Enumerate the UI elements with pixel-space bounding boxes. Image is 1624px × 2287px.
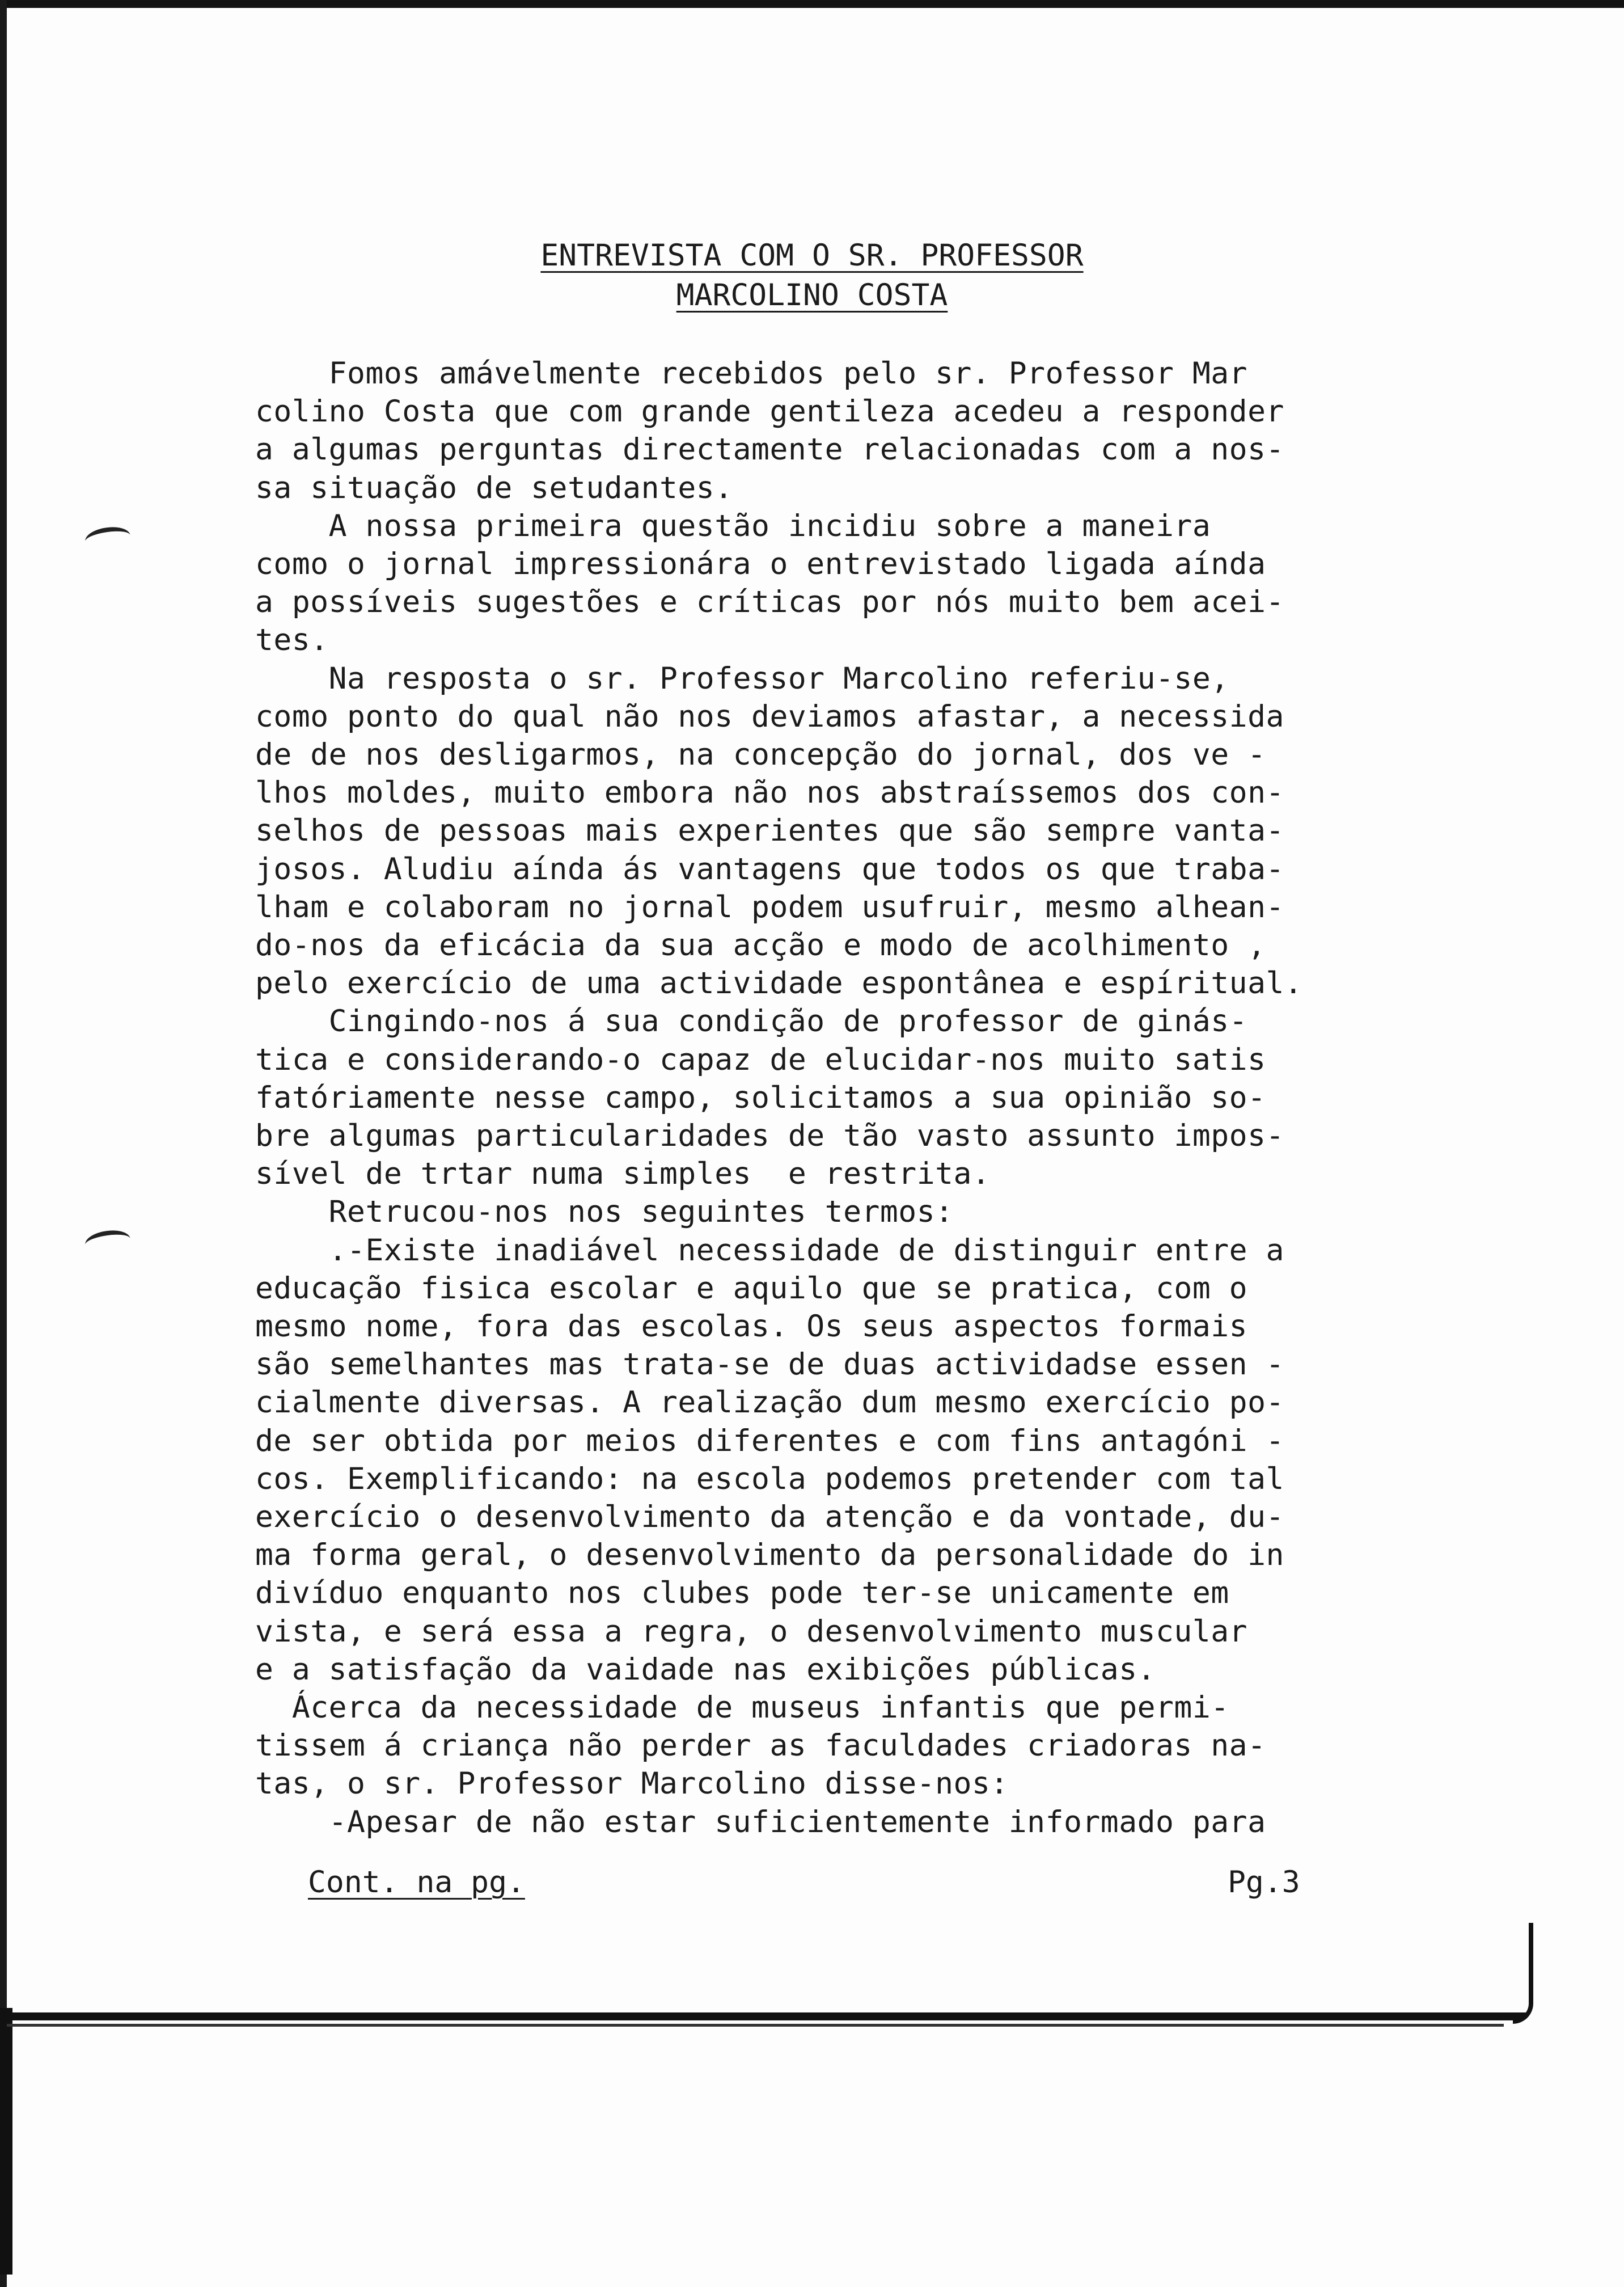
text-line: tes. [255, 623, 329, 658]
continuation-note: Cont. na pg. [308, 1865, 525, 1900]
text-line: -Apesar de não estar suficientemente informado para [255, 1804, 1266, 1839]
text-line: do-nos da eficácia da sua acção e modo de acolhimento , [255, 928, 1266, 963]
text-line: e a satisfação da vaidade nas exibições públicas. [255, 1652, 1156, 1687]
page-number: Pg.3 [1228, 1865, 1300, 1900]
document-title-line-2: MARCOLINO COSTA [676, 278, 948, 313]
text-line: são semelhantes mas trata-se de duas actividadse essen - [255, 1347, 1284, 1382]
bottom-rule [7, 2012, 1529, 2020]
text-line: tissem á criança não perder as faculdades criadoras na- [255, 1728, 1266, 1763]
text-line: como ponto do qual não nos deviamos afastar, a necessida [255, 699, 1284, 734]
text-line: bre algumas particularidades de tão vasto assunto impos- [255, 1119, 1284, 1153]
text-line: Na resposta o sr. Professor Marcolino referiu-se, [255, 661, 1229, 696]
scan-left-edge [0, 0, 7, 2287]
text-line: tas, o sr. Professor Marcolino disse-nos: [255, 1766, 1009, 1801]
text-line: vista, e será essa a regra, o desenvolvimento muscular [255, 1614, 1248, 1649]
text-line: josos. Aludiu aínda ás vantagens que todos os que traba- [255, 851, 1284, 887]
text-line: .-Existe inadiável necessidade de distinguir entre a [255, 1233, 1284, 1268]
document-title-line-1: ENTREVISTA COM O SR. PROFESSOR [540, 238, 1084, 273]
scan-left-edge-lower [0, 2008, 12, 2275]
text-line: Ácerca da necessidade de museus infantis que permi- [255, 1690, 1229, 1725]
text-line: tica e considerando-o capaz de elucidar-nos muito satis [255, 1042, 1266, 1077]
scan-top-edge [0, 0, 1624, 8]
text-line: sível de trtar numa simples e restrita. [255, 1157, 991, 1192]
text-line: como o jornal impressionára o entrevistado ligada aínda [255, 547, 1266, 581]
text-line: educação fisica escolar e aquilo que se pratica, com o [255, 1271, 1248, 1306]
binding-hole-mark [84, 525, 132, 552]
text-line: exercício o desenvolvimento da atenção e da vontade, du- [255, 1500, 1284, 1534]
text-line: fatóriamente nesse campo, solicitamos a sua opinião so- [255, 1080, 1266, 1115]
text-line: A nossa primeira questão incidiu sobre a maneira [255, 508, 1211, 543]
text-line: cos. Exemplificando: na escola podemos pretender com tal [255, 1461, 1284, 1496]
bottom-rule-thin [7, 2024, 1504, 2027]
text-line: a possíveis sugestões e críticas por nós muito bem acei- [255, 585, 1284, 620]
text-line: lhos moldes, muito embora não nos abstraíssemos dos con- [255, 775, 1284, 811]
text-line: selhos de pessoas mais experientes que são sempre vanta- [255, 813, 1284, 849]
text-line: mesmo nome, fora das escolas. Os seus aspectos formais [255, 1309, 1248, 1344]
text-line: Fomos amávelmente recebidos pelo sr. Professor Mar [255, 356, 1248, 391]
page-corner-curve [1513, 1923, 1533, 2024]
text-line: lham e colaboram no jornal podem usufruir, mesmo alhean- [255, 889, 1284, 925]
text-line: de ser obtida por meios diferentes e com fins antagóni - [255, 1423, 1284, 1458]
text-line: a algumas perguntas directamente relacionadas com a nos- [255, 432, 1284, 467]
text-line: ma forma geral, o desenvolvimento da personalidade do in [255, 1538, 1284, 1573]
text-line: cialmente diversas. A realização dum mesmo exercício po- [255, 1385, 1284, 1420]
text-line: de de nos desligarmos, na concepção do jornal, dos ve - [255, 737, 1266, 772]
text-line: colino Costa que com grande gentileza acedeu a responder [255, 394, 1284, 429]
text-line: pelo exercício de uma actividade espontânea e espíritual. [255, 966, 1303, 1001]
binding-hole-mark [84, 1228, 132, 1256]
text-line: sa situação de setudantes. [255, 470, 733, 505]
text-line: Cingindo-nos á sua condição de professor de ginás- [255, 1004, 1248, 1039]
text-line: divíduo enquanto nos clubes pode ter-se unicamente em [255, 1576, 1229, 1611]
text-line: Retrucou-nos nos seguintes termos: [255, 1195, 954, 1230]
